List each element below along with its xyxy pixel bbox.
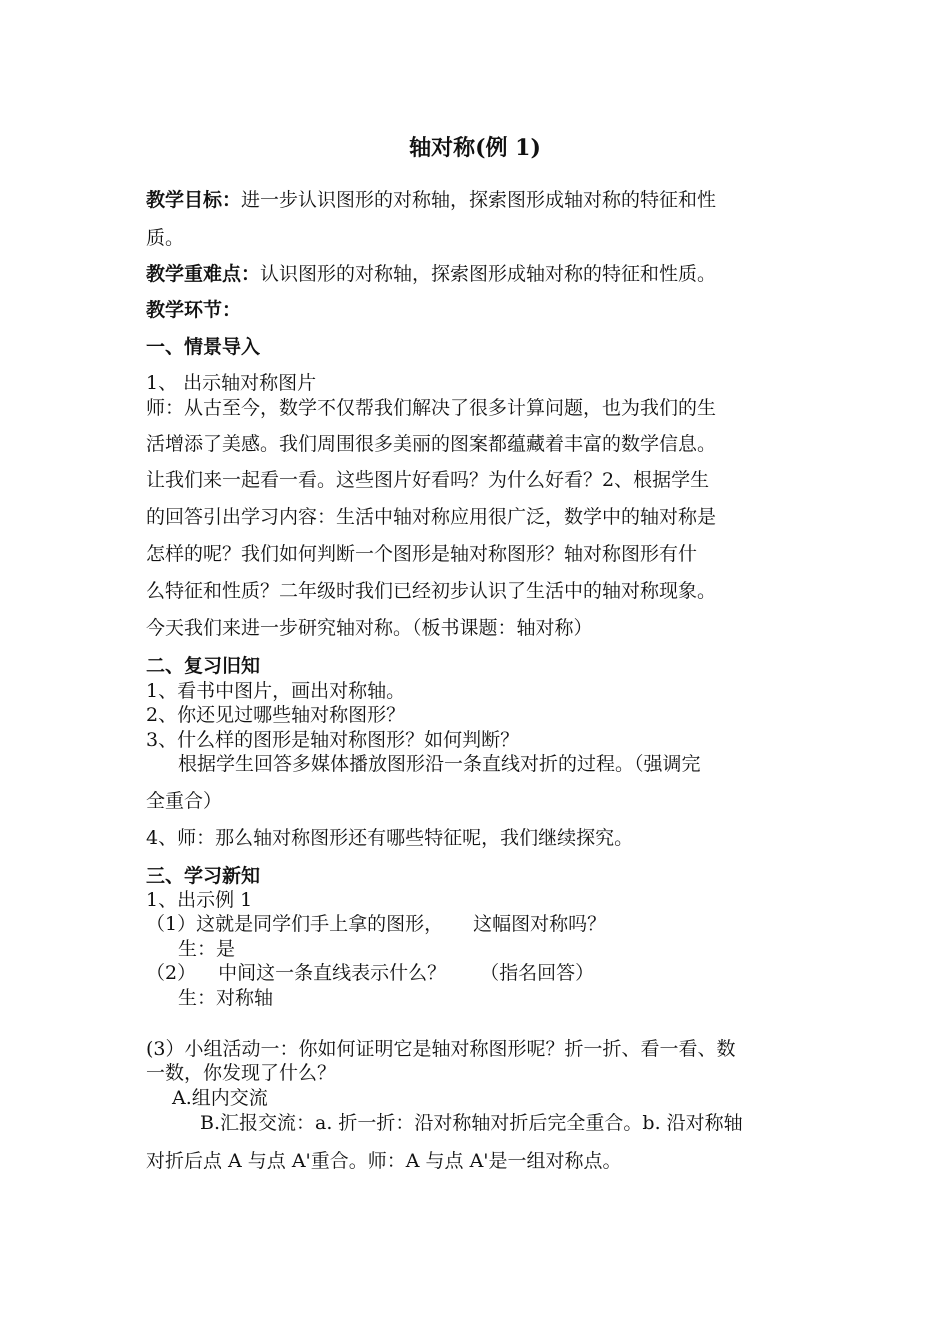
section1-para-line: 师：从古至今，数学不仅帮我们解决了很多计算问题，也为我们的生 [146, 397, 717, 419]
section2-note-line-2: 全重合） [146, 790, 223, 812]
page-title: 轴对称(例 1) [409, 135, 541, 161]
section1-item1: 1、 出示轴对称图片 [146, 372, 317, 394]
question-2-part-c: （指名回答） [480, 962, 595, 984]
key-points-text: 认识图形的对称轴，探索图形成轴对称的特征和性质。 [260, 263, 717, 285]
section3-item1: 1、出示例 1 [146, 889, 253, 911]
section1-para-line: 活增添了美感。我们周围很多美丽的图案都蕴藏着丰富的数学信息。 [146, 433, 717, 455]
section3-heading: 三、学习新知 [146, 865, 261, 887]
section2-item: 3、什么样的图形是轴对称图形？如何判断？ [146, 729, 520, 751]
key-points-line [146, 260, 716, 288]
key-points-label: 教学重难点： [146, 263, 261, 285]
section2-note-line-1: 根据学生回答多媒体播放图形沿一条直线对折的过程。（强调完 [178, 753, 701, 775]
section1-para-line: 的回答引出学习内容：生活中轴对称应用很广泛，数学中的轴对称是 [146, 506, 717, 528]
question-1-part-a: （1）这就是同学们手上拿的图形， [146, 913, 444, 935]
section2-heading: 二、复习旧知 [146, 655, 261, 677]
question-2-part-b: 中间这一条直线表示什么？ [218, 962, 447, 984]
section2-item: 1、看书中图片，画出对称轴。 [146, 680, 406, 702]
section1-para-line: 今天我们来进一步研究轴对称。（板书课题：轴对称） [146, 617, 593, 639]
goal-text: 进一步认识图形的对称轴，探索图形成轴对称的特征和性 [241, 189, 717, 211]
answer-1: 生：是 [178, 938, 236, 960]
section1-para-line: 让我们来一起看一看。这些图片好看吗？为什么好看？2、根据学生 [146, 469, 710, 491]
step-a: A.组内交流 [172, 1087, 268, 1109]
goal-line-2: 质。 [146, 227, 185, 249]
question-3-line-2: 一数，你发现了什么？ [146, 1062, 337, 1084]
question-2 [146, 959, 594, 987]
section1-para-line: 怎样的呢？我们如何判断一个图形是轴对称图形？轴对称图形有什 [146, 543, 698, 565]
step-b-line-2: 对折后点 A 与点 A'重合。师：A 与点 A'是一组对称点。 [146, 1150, 622, 1172]
section2-item4: 4、师：那么轴对称图形还有哪些特征呢，我们继续探究。 [146, 827, 634, 849]
question-1 [146, 910, 606, 938]
section1-para-line: 么特征和性质？二年级时我们已经初步认识了生活中的轴对称现象。 [146, 580, 717, 602]
goal-line-1 [146, 186, 716, 214]
question-3-line-1: (3）小组活动一：你如何证明它是轴对称图形呢？折一折、看一看、数 [146, 1038, 736, 1060]
process-heading: 教学环节： [146, 299, 242, 321]
question-1-part-b: 这幅图对称吗？ [473, 913, 607, 935]
section2-item: 2、你还见过哪些轴对称图形？ [146, 704, 406, 726]
goal-label: 教学目标： [146, 189, 242, 211]
section1-heading: 一、情景导入 [146, 336, 261, 358]
question-2-part-a: （2） [146, 962, 197, 984]
step-b-line-1: B.汇报交流：a. 折一折：沿对称轴对折后完全重合。b. 沿对称轴 [200, 1112, 743, 1134]
answer-2: 生：对称轴 [178, 987, 274, 1009]
